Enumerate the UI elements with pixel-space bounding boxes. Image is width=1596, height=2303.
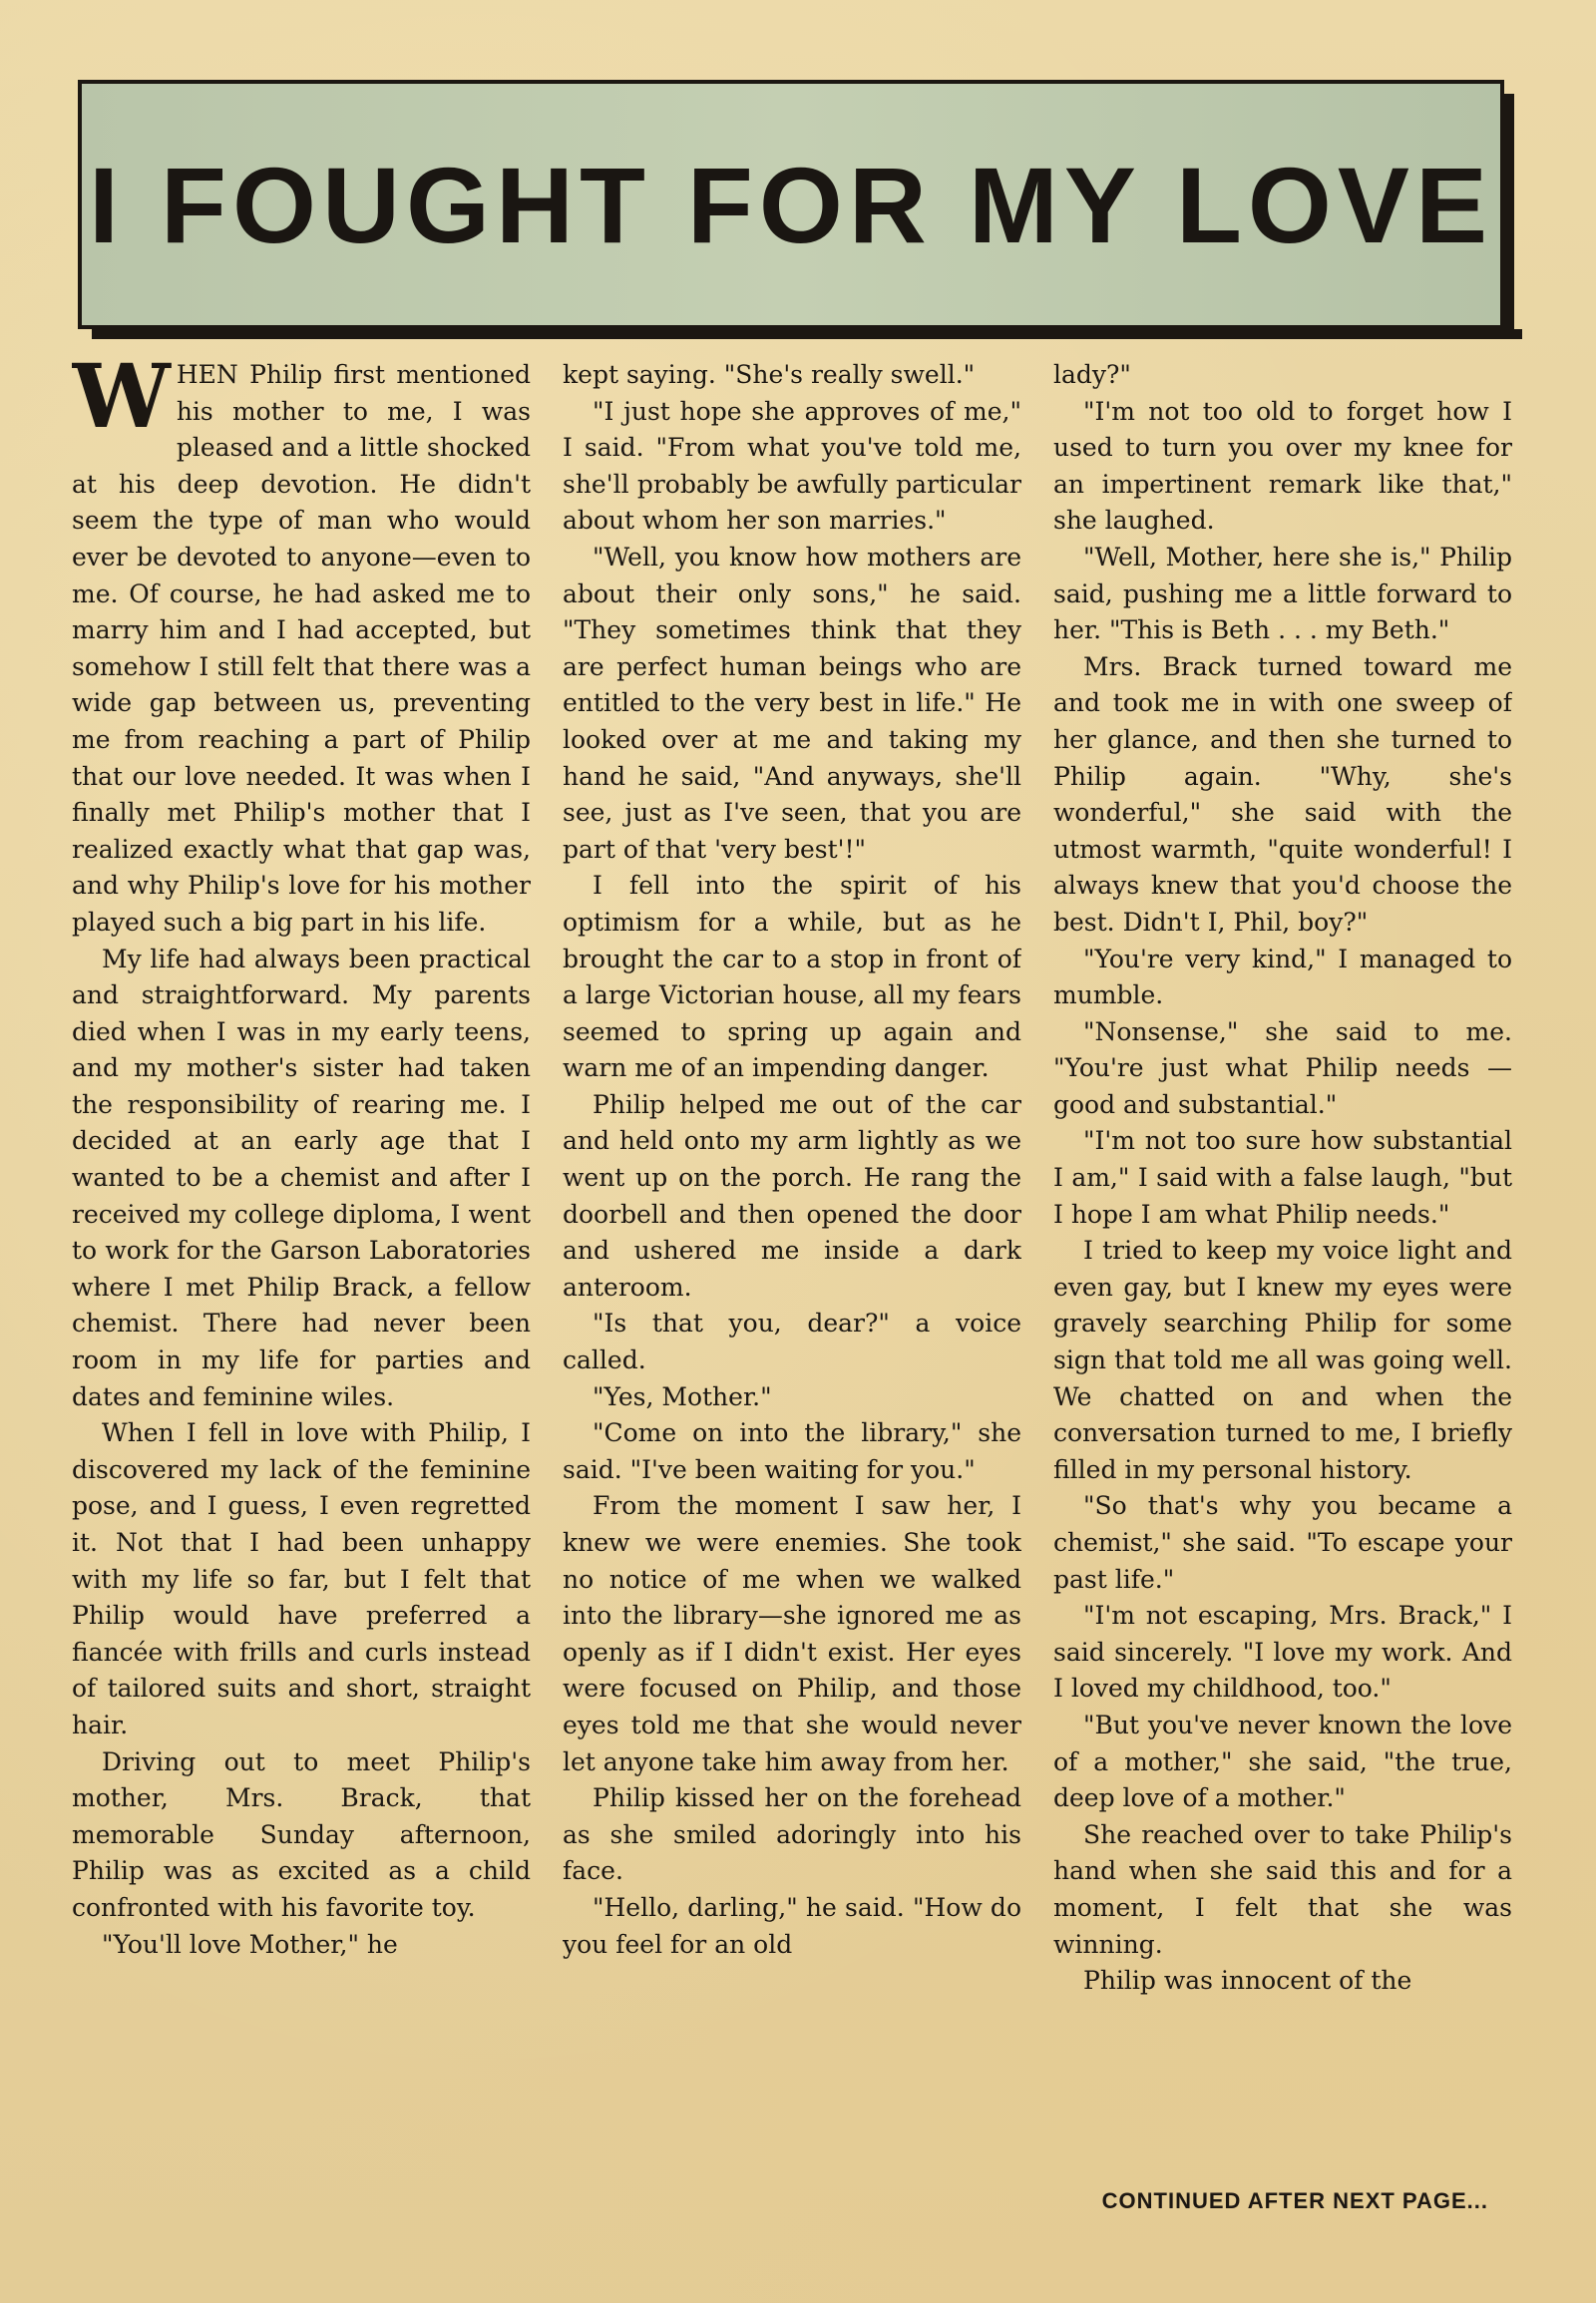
paragraph-text: HEN Philip first mentioned his mother to me, I was pleased and a little shocked at his deep devotion. He didn't seem the type of man who would ever be devoted to anyone—even to me. Of course, he had asked me to marry him and I had accepted, but somehow I still felt that there was a wide gap between us, preventing me from reaching a part of Philip that our love needed. It was when I finally met Philip's mother that I realized exactly what that gap was, and why Philip's love for his mother played such a big part in his life. xyxy=(72,360,531,937)
paragraph: I tried to keep my voice light and even gay, but I knew my eyes were gravely searching Philip for some sign that told me all was going well. We chatted on and when the conversation turned to me, I briefly filled in my personal history. xyxy=(1053,1236,1512,1484)
paragraph: "I'm not too sure how substantial I am," I said with a false laugh, "but I hope I am what Philip needs." xyxy=(1053,1126,1512,1229)
paragraph: "Come on into the library," she said. "I've been waiting for you." xyxy=(563,1418,1021,1484)
paragraph: "I'm not escaping, Mrs. Brack," I said sincerely. "I love my work. And I loved my childhood, too." xyxy=(1053,1601,1512,1704)
text-columns xyxy=(72,357,1512,2182)
paragraph: Philip was innocent of the xyxy=(1083,1966,1412,1996)
opening-paragraph xyxy=(72,357,531,942)
title-banner xyxy=(78,80,1504,329)
paragraph: Mrs. Brack turned toward me and took me in with one sweep of her glance, and then she turned to Philip again. "Why, she's wonderful," she said with the utmost warmth, "quite wonderful! I always knew that you'd choose the best. Didn't I, Phil, boy?" xyxy=(1053,651,1512,937)
paragraph-continued: lady?" xyxy=(1053,360,1131,389)
paragraph: When I fell in love with Philip, I discovered my lack of the feminine pose, and I guess, I even regretted it. Not that I had been unhappy with my life so far, but I felt that Philip would have preferred a fiancée with frills and curls instead of tailored suits and short, straight hair. xyxy=(72,1418,531,1739)
column-3 xyxy=(1053,357,1512,2182)
paragraph: From the moment I saw her, I knew we were enemies. She took no notice of me when we walked into the library—she ignored me as openly as if I didn't exist. Her eyes were focused on Philip, and those eyes told me that she would never let anyone take him away from her. xyxy=(563,1491,1021,1776)
paragraph: "Is that you, dear?" a voice called. xyxy=(563,1309,1021,1375)
paragraph: "I just hope she approves of me," I said. "From what you've told me, she'll probably be awfully particular about whom her son marries." xyxy=(563,396,1021,536)
paragraph: "Hello, darling," he said. "How do you feel for an old xyxy=(563,1892,1021,1959)
paragraph: I fell into the spirit of his optimism for a while, but as he brought the car to a stop in front of a large Victorian house, all my fears seemed to spring up again and warn me of an impending danger. xyxy=(563,871,1021,1083)
paragraph: "I'm not too old to forget how I used to turn you over my knee for an impertinent remark like that," she laughed. xyxy=(1053,396,1512,536)
paragraph: Philip helped me out of the car and held onto my arm lightly as we went up on the porch. He rang the doorbell and then opened the door and ushered me inside a dark anteroom. xyxy=(563,1089,1021,1302)
paragraph: "You'll love Mother," he xyxy=(102,1929,398,1959)
paragraph: "So that's why you became a chemist," she said. "To escape your past life." xyxy=(1053,1491,1512,1594)
drop-cap: W xyxy=(72,357,171,448)
column-1 xyxy=(72,357,531,2182)
paragraph: "You're very kind," I managed to mumble. xyxy=(1053,944,1512,1010)
paragraph: "Yes, Mother." xyxy=(593,1381,772,1411)
paragraph-continued: kept saying. "She's really swell." xyxy=(563,360,976,389)
paragraph: Philip kissed her on the forehead as she smiled adoringly into his face. xyxy=(563,1783,1021,1886)
paragraph: "Well, Mother, here she is," Philip said, pushing me a little forward to her. "This is Beth . . . my Beth." xyxy=(1053,542,1512,645)
paragraph: She reached over to take Philip's hand when she said this and for a moment, I felt that she was winning. xyxy=(1053,1819,1512,1959)
paragraph: "But you've never known the love of a mother," she said, "the true, deep love of a mother." xyxy=(1053,1710,1512,1813)
paragraph: "Well, you know how mothers are about their only sons," he said. "They sometimes think that they are perfect human beings who are entitled to the very best in life." He looked over at me and taking my hand he said, "And anyways, she'll see, just as I've seen, that you are part of that 'very best'!" xyxy=(563,542,1021,864)
column-2 xyxy=(563,357,1021,2182)
paragraph: "Nonsense," she said to me. "You're just what Philip needs —good and substantial." xyxy=(1053,1016,1512,1119)
paragraph: Driving out to meet Philip's mother, Mrs. Brack, that memorable Sunday afternoon, Philip was as excited as a child confronted with his favorite toy. xyxy=(72,1746,531,1922)
story-title: I FOUGHT FOR MY LOVE xyxy=(88,144,1494,265)
continued-note: CONTINUED AFTER NEXT PAGE... xyxy=(1101,2188,1488,2213)
paragraph: My life had always been practical and straightforward. My parents died when I was in my early teens, and my mother's sister had taken the responsibility of rearing me. I decided at an early age that I wanted to be a chemist and after I received my college diploma, I went to work for the Garson Laboratories where I met Philip Brack, a fellow chemist. There had never been room in my life for parties and dates and feminine wiles. xyxy=(72,944,531,1411)
